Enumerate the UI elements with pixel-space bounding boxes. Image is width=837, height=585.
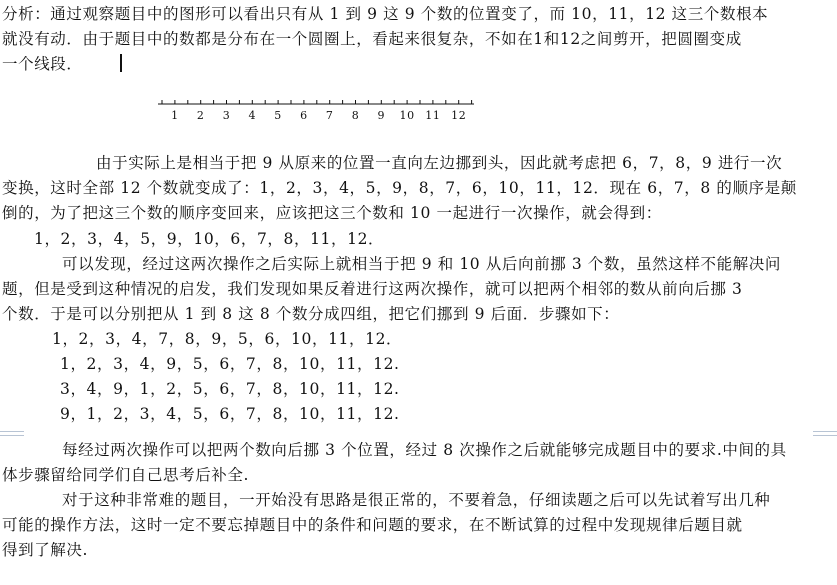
step-line-4: 9，1，2，3，4，5，6，7，8，10，11，12. <box>60 405 400 423</box>
page-break-mark-right <box>813 431 837 432</box>
page-break-mark-right-2 <box>813 435 837 436</box>
number-line-label: 1 <box>171 109 179 122</box>
number-line <box>158 94 478 122</box>
page-break-mark-left-2 <box>0 435 24 436</box>
text-cursor <box>120 54 122 72</box>
number-line-label: 7 <box>325 109 334 122</box>
number-line-label: 10 <box>399 109 415 122</box>
paragraph-2-line-2: 变换，这时全部 12 个数就变成了：1，2，3，4，5，9，8，7，6，10，11，12．现在 6，7，8 的顺序是颠 <box>2 179 797 197</box>
paragraph-2-line-1: 由于实际上是相当于把 9 从原来的位置一直向左边挪到头，因此就考虑把 6，7，8，9 进行一次 <box>96 154 783 172</box>
number-line-label: 6 <box>300 109 308 122</box>
paragraph-5-line-1: 对于这种非常难的题目，一开始没有思路是很正常的，不要着急，仔细读题之后可以先试着写出几种 <box>62 491 771 509</box>
paragraph-5-line-2: 可能的操作方法，这时一定不要忘掉题目中的条件和问题的要求，在不断试算的过程中发现规律后题目就 <box>2 516 743 534</box>
number-line-label: 8 <box>351 109 360 122</box>
paragraph-3-line-2: 题，但是受到这种情况的启发，我们发现如果反着进行这两次操作，就可以把两个相邻的数从前向后挪 3 <box>2 280 743 298</box>
step-line-1: 1，2，3，4，7，8，9，5，6，10，11，12． <box>52 330 403 348</box>
number-line-label: 9 <box>377 109 386 122</box>
paragraph-3-line-1: 可以发现，经过这两次操作之后实际上就相当于把 9 和 10 从后向前挪 3 个数，虽然这样不能解决问 <box>62 255 782 273</box>
paragraph-1-line-1: 分析：通过观察题目中的图形可以看出只有从 1 到 9 这 9 个数的位置变了，而 10，11，12 这三个数根本 <box>2 5 769 23</box>
number-line-label: 4 <box>248 109 257 122</box>
paragraph-2-line-4: 1，2，3，4，5，9，10，6，7，8，11，12． <box>34 230 385 248</box>
number-line-label: 5 <box>274 109 282 122</box>
paragraph-4-line-1: 每经过两次操作可以把两个数向后挪 3 个位置，经过 8 次操作之后就能够完成题目中的要求.中间的具 <box>62 441 787 459</box>
paragraph-3-line-3: 个数．于是可以分别把从 1 到 8 这 8 个数分成四组，把它们挪到 9 后面．步骤如下： <box>2 305 620 323</box>
paragraph-5-line-3: 得到了解决. <box>2 541 89 559</box>
number-line-label: 3 <box>222 109 231 122</box>
step-line-3: 3，4，9，1，2，5，6，7，8，10，11，12. <box>60 380 400 398</box>
paragraph-1-line-2: 就没有动．由于题目中的数都是分布在一个圆圈上，看起来很复杂，不如在1和12之间剪开，把圆圈变成 <box>2 30 742 48</box>
number-line-label: 11 <box>425 109 441 122</box>
paragraph-2-line-3: 倒的，为了把这三个数的顺序变回来，应该把这三个数和 10 一起进行一次操作，就会得到： <box>2 204 662 222</box>
step-line-2: 1，2，3，4，9，5，6，7，8，10，11，12. <box>60 355 400 373</box>
paragraph-4-line-2: 体步骤留给同学们自己思考后补全. <box>2 466 250 484</box>
number-line-label: 12 <box>451 109 467 122</box>
number-line-label: 2 <box>196 109 205 122</box>
page-break-mark-left <box>0 431 24 432</box>
paragraph-1-line-3: 一个线段． <box>2 55 83 73</box>
